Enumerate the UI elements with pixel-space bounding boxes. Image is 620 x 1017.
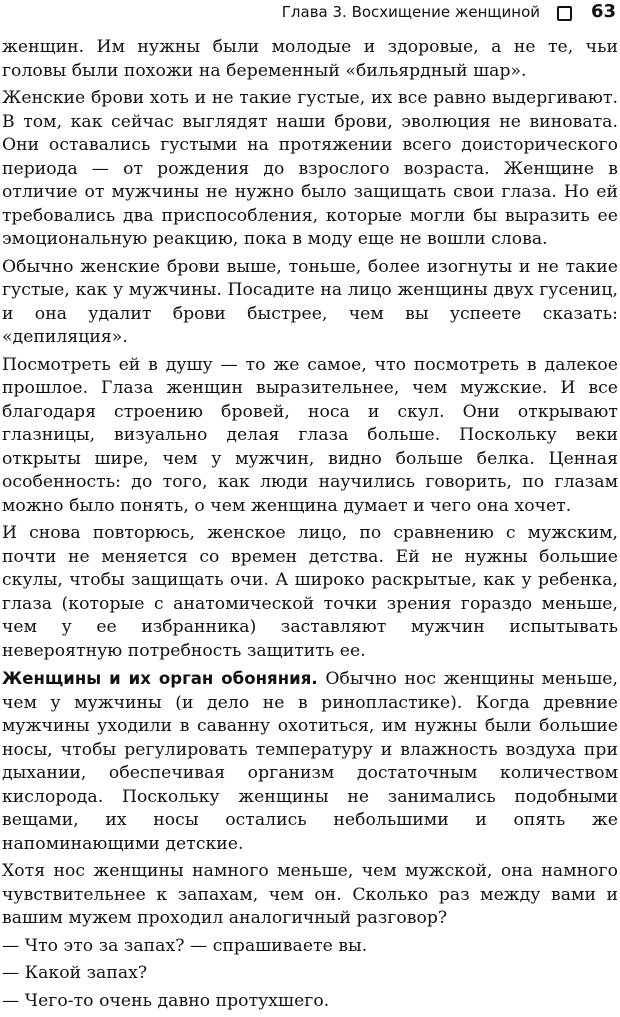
paragraph: Женские брови хоть и не такие густые, их все равно выдергивают. В том, как сейчас выглядят наши брови, эволюция не виновата. Они оставались густыми на протяжении всего доисторического периода — от рождения до взрослого возраста. Женщине в отличие от мужчины не нужно было защищать свои глаза. Но ей требовались два приспособления, которые могли бы выразить ее эмоциональную реакцию, пока в моду еще не вошли слова.	[2, 88, 618, 249]
running-header	[0, 0, 620, 30]
paragraph: Обычно женские брови выше, тоньше, более изогнуты и не такие густые, как у мужчины. Посадите на лицо женщины двух гусениц, и она удалит брови быстрее, чем вы успеете сказать: «депиляция».	[2, 256, 618, 347]
section-heading: Женщины и их орган обоняния.	[2, 669, 318, 688]
section-paragraph	[2, 667, 618, 856]
square-bullet-icon	[557, 6, 572, 21]
dialog-line: — Что это за запах? — спрашиваете вы.	[2, 935, 368, 956]
dialog-line: — Чего-то очень давно протухшего.	[2, 990, 330, 1011]
chapter-title: Глава 3. Восхищение женщиной	[281, 3, 540, 21]
paragraph: женщин. Им нужны были молодые и здоровые, а не те, чьи головы были похожи на беременный «бильярдный шар».	[2, 37, 618, 81]
dialog-line: — Какой запах?	[2, 963, 148, 983]
page-number: 63	[590, 1, 616, 22]
section-text: Обычно нос женщины меньше, чем у мужчины (и дело не в ринопластике). Когда древние мужчины уходили в саванну охотиться, им нужны были большие носы, чтобы регулировать температуру и влажность воздуха при дыхании, обеспечивая организм достаточным количеством кислорода. Поскольку женщины не занимались подобными вещами, их носы остались небольшими и опять же напоминающими детские.	[2, 669, 618, 854]
page-body	[2, 36, 618, 1017]
paragraph: И снова повторюсь, женское лицо, по сравнению с мужским, почти не меняется со времен детства. Ей не нужны большие скулы, чтобы защищать очи. А широко раскрытые, как у ребенка, глаза (которые с анатомической точки зрения гораздо меньше, чем у ее избранника) заставляют мужчин испытывать невероятную потребность защитить ее.	[2, 523, 618, 661]
paragraph: Хотя нос женщины намного меньше, чем мужской, она намного чувствительнее к запахам, чем он. Сколько раз между вами и вашим мужем проходил аналогичный разговор?	[2, 861, 618, 928]
paragraph: Посмотреть ей в душу — то же самое, что посмотреть в далекое прошлое. Глаза женщин выразительнее, чем мужские. И все благодаря строению бровей, носа и скул. Они открывают глазницы, визуально делая глаза больше. Поскольку веки открыты шире, чем у мужчин, видно больше белка. Ценная особенность: до того, как люди научились говорить, по глазам можно было понять, о чем женщина думает и чего она хочет.	[2, 354, 618, 516]
